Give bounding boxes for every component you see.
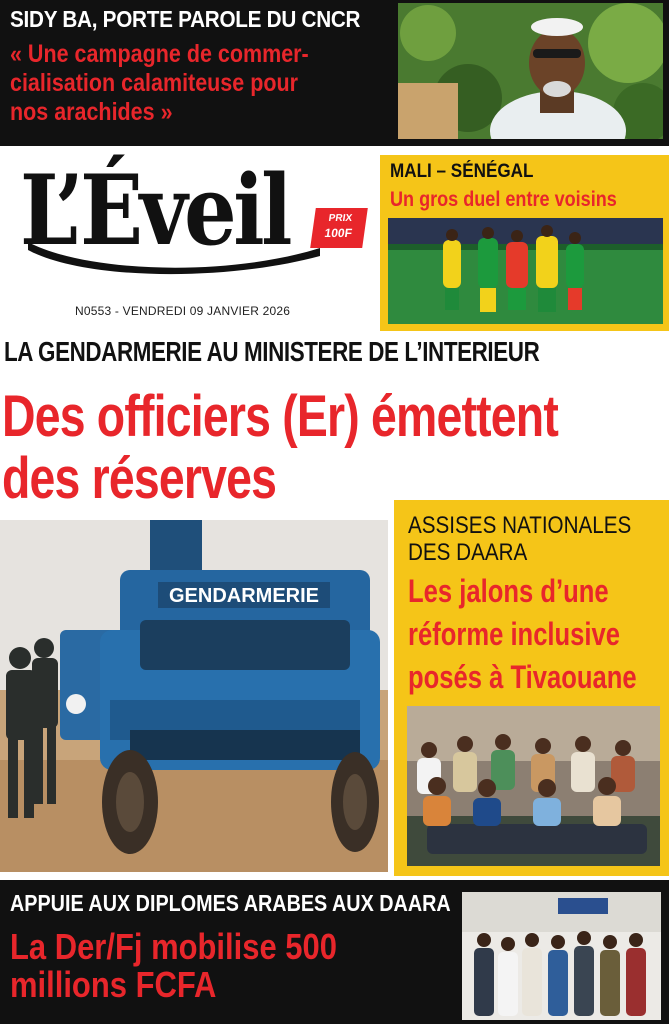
spokesman-portrait-photo	[398, 3, 663, 139]
main-story-headline-line: Des officiers (Er) émettent	[2, 384, 558, 449]
daara-story-headline	[408, 570, 637, 699]
price-label: PRIX	[327, 213, 353, 224]
daara-story-headline-line: réforme inclusive	[408, 616, 620, 652]
price-badge	[310, 208, 368, 248]
assises-meeting-photo	[407, 706, 660, 866]
top-story-headline-line: cialisation calamiteuse pour	[10, 69, 298, 97]
gendarmerie-vehicle-photo	[0, 520, 388, 872]
football-team-photo	[388, 218, 663, 324]
main-story-headline[interactable]	[2, 386, 578, 510]
issue-date-line: N0553 - VENDREDI 09 JANVIER 2026	[75, 304, 291, 318]
main-story-kicker: LA GENDARMERIE AU MINISTERE DE L’INTERIEUR	[4, 336, 540, 367]
newspaper-logo[interactable]: L’Éveil	[20, 154, 290, 267]
top-story-kicker: SIDY BA, PORTE PAROLE DU CNCR	[10, 6, 361, 32]
vehicle-lettering: GENDARMERIE	[168, 585, 320, 607]
daara-story-kicker	[408, 512, 631, 566]
daara-story-box[interactable]	[394, 500, 669, 876]
price-value: 100F	[323, 226, 353, 240]
der-ceremony-photo	[462, 892, 661, 1020]
main-story-headline-line: des réserves	[2, 446, 277, 511]
bottom-story-banner[interactable]	[0, 880, 669, 1024]
sport-story-headline: Un gros duel entre voisins	[390, 188, 617, 211]
top-story-headline-line: « Une campagne de commer-	[10, 40, 309, 68]
logo-swoosh-graphic	[24, 238, 324, 278]
top-story-headline-line: nos arachides »	[10, 98, 173, 126]
top-story-banner[interactable]	[0, 0, 669, 146]
top-story-headline	[10, 40, 388, 127]
daara-story-headline-line: Les jalons d’une	[408, 573, 609, 609]
bottom-story-kicker: APPUIE AUX DIPLOMES ARABES AUX DAARA	[10, 890, 451, 916]
bottom-story-headline-line: millions FCFA	[10, 964, 217, 1005]
sport-story-box[interactable]	[380, 155, 669, 331]
bottom-story-headline-line: La Der/Fj mobilise 500	[10, 926, 337, 967]
masthead	[0, 146, 380, 331]
daara-story-kicker-line: ASSISES NATIONALES	[408, 512, 632, 539]
daara-story-kicker-line: DES DAARA	[408, 539, 528, 566]
sport-story-kicker: MALI – SÉNÉGAL	[390, 161, 534, 182]
daara-story-headline-line: posés à Tivaouane	[408, 659, 637, 695]
bottom-story-headline	[10, 928, 337, 1004]
